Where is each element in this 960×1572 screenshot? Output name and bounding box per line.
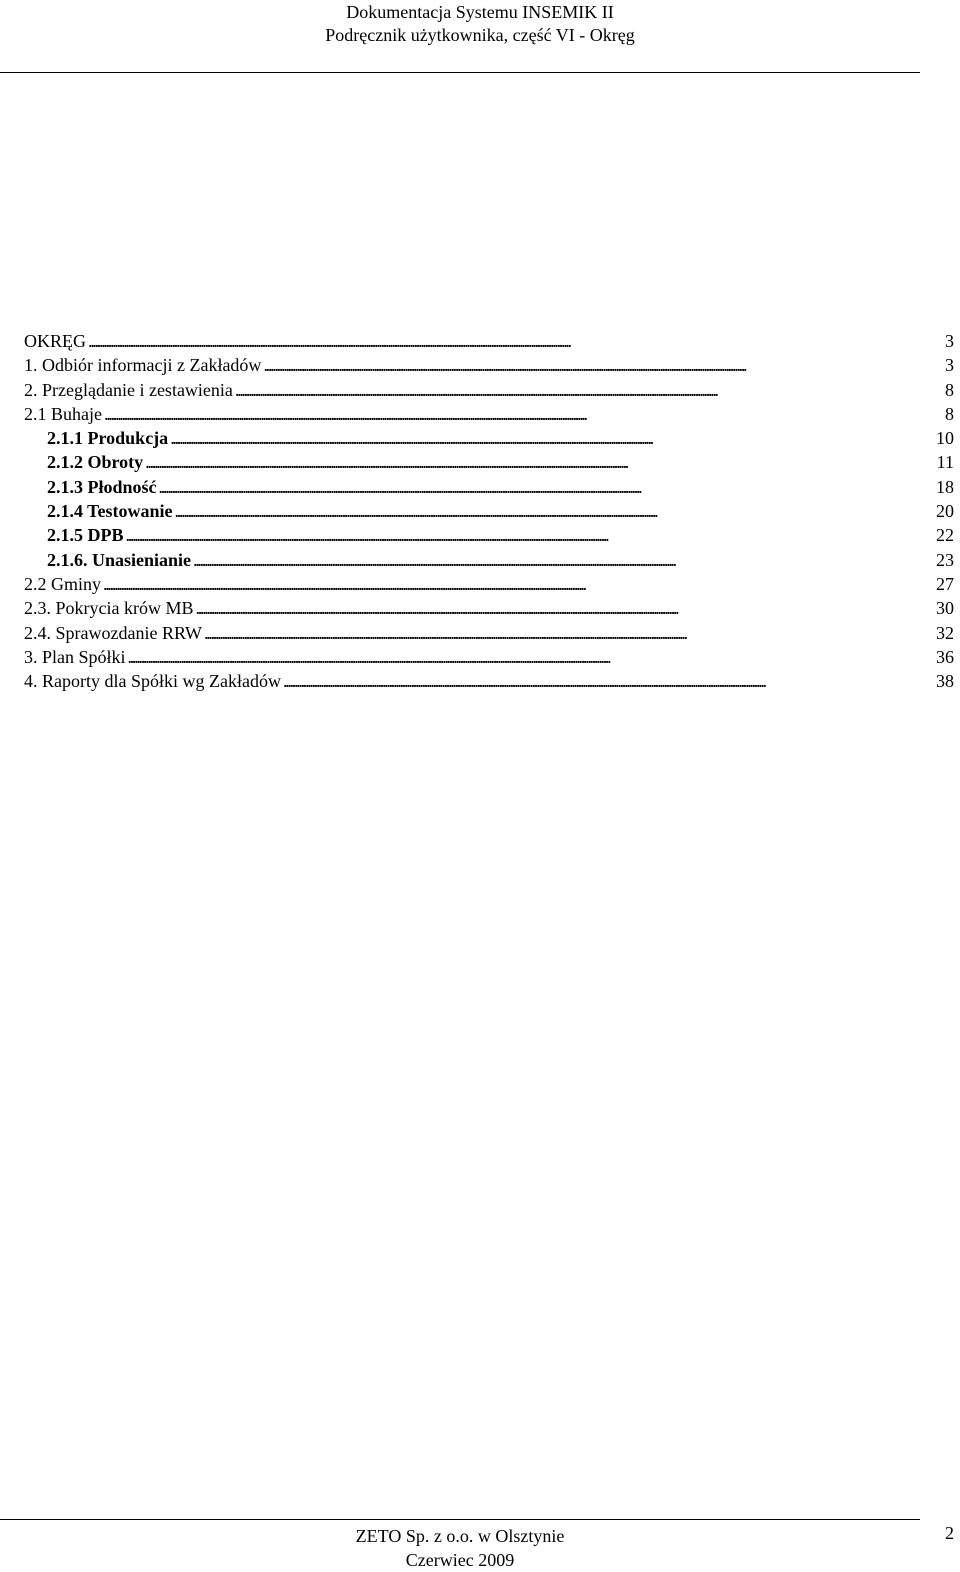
toc-entry-page: 32 (936, 622, 954, 643)
toc-entry[interactable] (24, 499, 954, 523)
toc-entry-title: 3. Plan Spółki (24, 646, 126, 667)
footer-date: Czerwiec 2009 (405, 1550, 515, 1570)
toc-leader-dots (175, 499, 934, 523)
document-title: Dokumentacja Systemu INSEMIK II (346, 2, 614, 22)
toc-entry-page: 8 (945, 403, 954, 424)
toc-entry[interactable] (24, 596, 954, 620)
toc-leader-dots (170, 426, 934, 450)
toc-leader-dots (103, 572, 934, 596)
toc-leader-dots (159, 475, 934, 499)
toc-entry-title: 2.2 Gminy (24, 573, 102, 594)
toc-entry[interactable] (24, 621, 954, 645)
toc-entry-page: 38 (936, 671, 954, 692)
toc-entry-title: 2.4. Sprawozdanie RRW (24, 622, 202, 643)
toc-leader-dots (145, 450, 934, 474)
toc-entry-page: 11 (936, 452, 954, 473)
toc-entry[interactable] (24, 645, 954, 669)
toc-entry[interactable] (24, 548, 954, 572)
toc-entry-page: 8 (945, 379, 954, 400)
toc-entry-page: 20 (936, 501, 954, 522)
footer-company: ZETO Sp. z o.o. w Olsztynie (355, 1526, 565, 1546)
toc-entry-title: 2.1 Buhaje (24, 403, 102, 424)
toc-leader-dots (88, 329, 943, 353)
page-number: 2 (945, 1523, 954, 1543)
toc-leader-dots (204, 621, 934, 645)
toc-leader-dots (196, 596, 935, 620)
toc-entry[interactable] (24, 475, 954, 499)
toc-entry-title: 2.1.3 Płodność (47, 476, 157, 497)
toc-entry-title: 1. Odbiór informacji z Zakładów (24, 355, 262, 376)
toc-entry[interactable] (24, 329, 954, 353)
toc-entry[interactable] (24, 523, 954, 547)
toc-entry-title: 2.3. Pokrycia krów MB (24, 598, 194, 619)
toc-entry-page: 23 (936, 549, 954, 570)
toc-entry[interactable] (24, 426, 954, 450)
toc-entry-page: 36 (936, 646, 954, 667)
toc-entry[interactable] (24, 572, 954, 596)
toc-leader-dots (128, 645, 934, 669)
toc-entry-page: 18 (936, 476, 954, 497)
toc-entry-title: 2.1.1 Produkcja (47, 428, 169, 449)
header-divider (0, 72, 920, 73)
toc-leader-dots (104, 402, 943, 426)
toc-leader-dots (263, 353, 943, 377)
toc-entry-page: 22 (936, 525, 954, 546)
toc-leader-dots (126, 523, 935, 547)
toc-entry-title: 2.1.6. Unasienianie (47, 549, 192, 570)
toc-entry[interactable] (24, 669, 954, 693)
toc-entry-page: 3 (945, 355, 954, 376)
toc-entry[interactable] (24, 402, 954, 426)
footer-divider (0, 1519, 920, 1520)
toc-entry-title: 2.1.5 DPB (47, 525, 124, 546)
table-of-contents (24, 329, 954, 693)
toc-entry-page: 10 (936, 428, 954, 449)
toc-entry-title: 2. Przeglądanie i zestawienia (24, 379, 233, 400)
toc-entry-page: 3 (945, 331, 954, 351)
toc-leader-dots (193, 548, 934, 572)
toc-entry-page: 30 (936, 598, 954, 619)
toc-entry[interactable] (24, 378, 954, 402)
toc-entry[interactable] (24, 353, 954, 377)
toc-entry-title: 2.1.4 Testowanie (47, 501, 173, 522)
toc-entry-title: OKRĘG (24, 331, 86, 351)
toc-entry-title: 2.1.2 Obroty (47, 452, 144, 473)
toc-entry-page: 27 (936, 573, 954, 594)
document-subtitle: Podręcznik użytkownika, część VI - Okręg (325, 25, 635, 45)
toc-leader-dots (235, 378, 943, 402)
toc-leader-dots (283, 669, 934, 693)
toc-entry-title: 4. Raporty dla Spółki wg Zakładów (24, 671, 281, 692)
toc-entry[interactable] (24, 450, 954, 474)
